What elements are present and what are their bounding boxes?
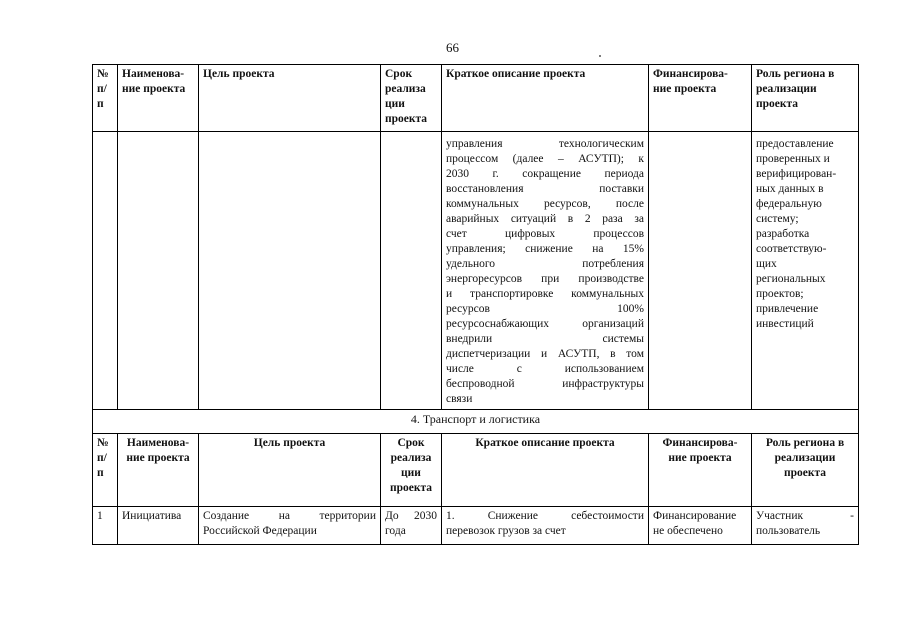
section-title-row: [93, 410, 859, 434]
header-goal: Цель проекта: [199, 434, 381, 507]
table-header-row-repeat: [93, 434, 859, 507]
header-term: Срок реализа ции проекта: [381, 65, 442, 132]
cell-goal: [199, 132, 381, 410]
cell-term: [381, 132, 442, 410]
scan-speck: [599, 55, 601, 57]
cell-number: [93, 132, 118, 410]
cell-finance: Финансирование не обеспечено: [649, 507, 752, 545]
cell-role: предоставление проверенных и верифицирован- ных данных в федеральную систему; разработка соответствую- щих региональных проектов; привлечение инвестиций: [752, 132, 859, 410]
header-term: Срок реализа ции проекта: [381, 434, 442, 507]
cell-goal: Создание на территории Российской Федерации: [199, 507, 381, 545]
cell-number: 1: [93, 507, 118, 545]
table-row: [93, 507, 859, 545]
cell-term: До 2030 года: [381, 507, 442, 545]
header-role: Роль региона в реализации проекта: [752, 434, 859, 507]
header-name: Наименова- ние проекта: [118, 434, 199, 507]
header-number: № п/ п: [93, 65, 118, 132]
projects-table: [92, 64, 859, 545]
cell-role: Участник - пользователь: [752, 507, 859, 545]
header-name: Наименова- ние проекта: [118, 65, 199, 132]
header-finance: Финансирова- ние проекта: [649, 65, 752, 132]
section-title: 4. Транспорт и логистика: [93, 410, 859, 434]
header-number: № п/ п: [93, 434, 118, 507]
cell-finance: [649, 132, 752, 410]
cell-name: [118, 132, 199, 410]
cell-description: управления технологическим процессом (далее – АСУТП); к 2030 г. сокращение периода восстановления поставки коммунальных ресурсов, после аварийных ситуаций в 2 раза за счет цифровых процессов управления; снижение на 15% удельного потребления энергоресурсов при производстве и транспортировке коммунальных ресурсов 100% ресурсоснабжающих организаций внедрили системы диспетчеризации и АСУТП, в том числе с использованием беспроводной инфраструктуры связи: [442, 132, 649, 410]
header-role: Роль региона в реализации проекта: [752, 65, 859, 132]
page-number: 66: [446, 40, 459, 55]
header-finance: Финансирова- ние проекта: [649, 434, 752, 507]
table-row-continued: [93, 132, 859, 410]
header-description: Краткое описание проекта: [442, 434, 649, 507]
cell-description: 1. Снижение себестоимости перевозок грузов за счет: [442, 507, 649, 545]
cell-name: Инициатива: [118, 507, 199, 545]
table-header-row: [93, 65, 859, 132]
header-goal: Цель проекта: [199, 65, 381, 132]
header-description: Краткое описание проекта: [442, 65, 649, 132]
